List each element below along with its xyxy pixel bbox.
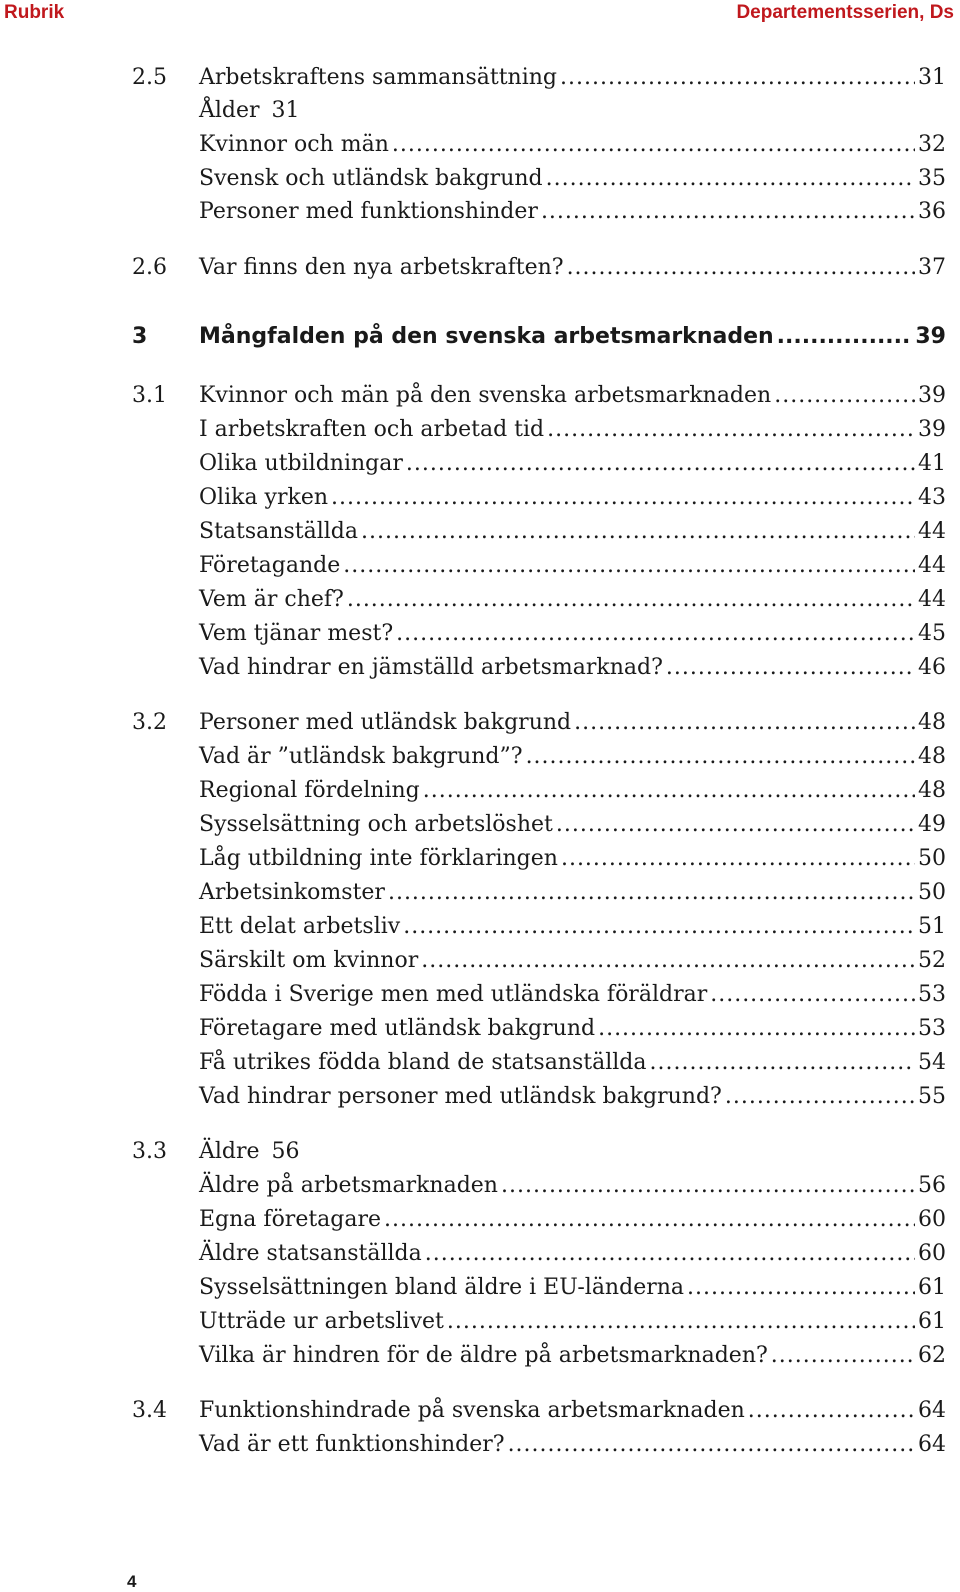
toc-entry[interactable] xyxy=(132,912,946,942)
toc-title: Vem tjänar mest? xyxy=(199,621,394,646)
toc-page: 44 xyxy=(918,519,946,544)
toc-title: Födda i Sverige men med utländska föräldrar xyxy=(199,982,708,1007)
dot-leader xyxy=(725,1082,915,1112)
toc-page: 61 xyxy=(918,1275,946,1300)
toc-title: I arbetskraften och arbetad tid xyxy=(199,417,545,442)
dot-leader xyxy=(361,517,915,547)
toc-entry[interactable] xyxy=(132,1205,946,1235)
toc-page: 39 xyxy=(918,383,946,408)
toc-page: 39 xyxy=(915,324,946,349)
toc-title: Personer med funktionshinder xyxy=(199,199,538,224)
toc-page: 49 xyxy=(918,812,946,837)
toc-page: 60 xyxy=(918,1207,946,1232)
toc-entry[interactable] xyxy=(132,449,946,479)
dot-leader xyxy=(687,1273,915,1303)
toc-entry[interactable] xyxy=(132,1048,946,1078)
toc-entry[interactable] xyxy=(132,197,946,227)
toc-page: 54 xyxy=(918,1050,946,1075)
toc-entry[interactable] xyxy=(132,551,946,581)
toc-number: 2.6 xyxy=(132,255,167,280)
dot-leader xyxy=(331,483,915,513)
toc-title: Funktionshindrade på svenska arbetsmarknaden xyxy=(199,1398,745,1423)
toc-page: 45 xyxy=(918,621,946,646)
toc-title: Vad hindrar en jämställd arbetsmarknad? xyxy=(199,655,663,680)
dot-leader xyxy=(501,1171,915,1201)
dot-leader xyxy=(508,1430,915,1460)
toc-title: Få utrikes födda bland de statsanställda xyxy=(199,1050,647,1075)
toc-entry[interactable] xyxy=(132,1396,946,1426)
toc-page: 64 xyxy=(918,1398,946,1423)
toc-entry[interactable] xyxy=(132,517,946,547)
toc-page: 31 xyxy=(918,65,946,90)
toc-entry[interactable] xyxy=(132,415,946,445)
toc-entry[interactable] xyxy=(132,1341,946,1371)
toc-entry[interactable] xyxy=(132,980,946,1010)
running-header-right: Departementsserien, Ds xyxy=(736,2,954,23)
toc-entry[interactable] xyxy=(132,946,946,976)
toc-title: Äldre på arbetsmarknaden xyxy=(199,1173,498,1198)
toc-entry[interactable] xyxy=(132,483,946,513)
dot-leader xyxy=(421,946,915,976)
toc-title: Företagande xyxy=(199,553,341,578)
toc-title: Personer med utländsk bakgrund xyxy=(199,710,572,735)
dot-leader xyxy=(526,742,915,772)
dot-leader xyxy=(343,551,915,581)
toc-page: 52 xyxy=(918,948,946,973)
toc-page: 41 xyxy=(918,451,946,476)
toc-number: 3.4 xyxy=(132,1398,167,1423)
toc-title: Företagare med utländsk bakgrund xyxy=(199,1016,596,1041)
dot-leader xyxy=(598,1014,915,1044)
toc-entry[interactable] xyxy=(132,708,946,738)
toc-title: Sysselsättningen bland äldre i EU-länderna xyxy=(199,1275,685,1300)
toc-title: Ålder xyxy=(199,98,260,123)
toc-title: Sysselsättning och arbetslöshet xyxy=(199,812,553,837)
toc-entry[interactable] xyxy=(132,776,946,806)
dot-leader xyxy=(556,810,915,840)
toc-number: 2.5 xyxy=(132,65,167,90)
toc-title: Vad är ett funktionshinder? xyxy=(199,1432,505,1457)
toc-page: 55 xyxy=(918,1084,946,1109)
dot-leader xyxy=(574,708,915,738)
toc-page: 61 xyxy=(918,1309,946,1334)
toc-page: 50 xyxy=(918,880,946,905)
dot-leader xyxy=(425,1239,915,1269)
toc-entry[interactable] xyxy=(132,742,946,772)
toc-page: 35 xyxy=(918,166,946,191)
dot-leader xyxy=(423,776,915,806)
toc-title: Äldre statsanställda xyxy=(199,1241,422,1266)
toc-number: 3 xyxy=(132,324,148,349)
toc-entry[interactable] xyxy=(132,1014,946,1044)
toc-title: Svensk och utländsk bakgrund xyxy=(199,166,543,191)
toc-title: Låg utbildning inte förklaringen xyxy=(199,846,558,871)
toc-page: 44 xyxy=(918,587,946,612)
toc-page: 53 xyxy=(918,1016,946,1041)
toc-page: 31 xyxy=(271,98,300,123)
dot-leader xyxy=(560,63,915,93)
dot-leader xyxy=(406,449,915,479)
dot-leader xyxy=(710,980,915,1010)
toc-entry[interactable] xyxy=(132,63,946,93)
toc-number: 3.1 xyxy=(132,383,167,408)
page-number: 4 xyxy=(127,1572,137,1591)
toc-page: 44 xyxy=(918,553,946,578)
toc-page: 46 xyxy=(918,655,946,680)
toc-title: Arbetsinkomster xyxy=(199,880,385,905)
dot-leader xyxy=(748,1396,915,1426)
running-header-left: Rubrik xyxy=(4,2,65,23)
toc-entry[interactable] xyxy=(132,810,946,840)
toc-entry[interactable] xyxy=(132,585,946,615)
toc-page: 39 xyxy=(918,417,946,442)
toc-page: 56 xyxy=(918,1173,946,1198)
toc-entry[interactable] xyxy=(132,1082,946,1112)
toc-title: Ett delat arbetsliv xyxy=(199,914,401,939)
toc-title: Kvinnor och män på den svenska arbetsmarknaden xyxy=(199,383,772,408)
dot-leader xyxy=(777,322,913,352)
toc-page: 56 xyxy=(271,1139,300,1164)
toc-page: 36 xyxy=(918,199,946,224)
toc-entry[interactable] xyxy=(132,1137,946,1167)
toc-page: 48 xyxy=(918,778,946,803)
toc-entry[interactable] xyxy=(132,96,946,126)
toc-entry[interactable] xyxy=(132,1307,946,1337)
toc-entry[interactable] xyxy=(132,1171,946,1201)
toc-entry[interactable] xyxy=(132,844,946,874)
toc-title: Statsanställda xyxy=(199,519,358,544)
toc-page: 48 xyxy=(918,710,946,735)
dot-leader xyxy=(384,1205,915,1235)
toc-title: Olika utbildningar xyxy=(199,451,403,476)
dot-leader xyxy=(666,653,915,683)
dot-leader xyxy=(388,878,915,908)
toc-entry[interactable] xyxy=(132,1273,946,1303)
toc-page: 64 xyxy=(918,1432,946,1457)
toc-title: Kvinnor och män xyxy=(199,132,389,157)
dot-leader xyxy=(650,1048,916,1078)
toc-title: Utträde ur arbetslivet xyxy=(199,1309,444,1334)
toc-title: Vad hindrar personer med utländsk bakgrund? xyxy=(199,1084,722,1109)
toc-entry[interactable] xyxy=(132,381,946,411)
toc-entry[interactable] xyxy=(132,164,946,194)
toc-page: 43 xyxy=(918,485,946,510)
toc-title: Vem är chef? xyxy=(199,587,344,612)
toc-title: Arbetskraftens sammansättning xyxy=(199,65,558,90)
toc-number: 3.2 xyxy=(132,710,167,735)
dot-leader xyxy=(567,253,915,283)
toc-page: 48 xyxy=(918,744,946,769)
dot-leader xyxy=(392,130,915,160)
dot-leader xyxy=(403,912,915,942)
dot-leader xyxy=(541,197,915,227)
toc-title: Mångfalden på den svenska arbetsmarknaden xyxy=(199,324,774,349)
toc-page: 62 xyxy=(918,1343,946,1368)
toc-number: 3.3 xyxy=(132,1139,167,1164)
toc-entry[interactable] xyxy=(132,619,946,649)
toc-title: Regional fördelning xyxy=(199,778,420,803)
toc-entry[interactable] xyxy=(132,878,946,908)
toc-page: 37 xyxy=(918,255,946,280)
toc-entry[interactable] xyxy=(132,1430,946,1460)
dot-leader xyxy=(561,844,915,874)
toc-title: Vad är ”utländsk bakgrund”? xyxy=(199,744,523,769)
toc-title: Egna företagare xyxy=(199,1207,382,1232)
toc-entry[interactable] xyxy=(132,130,946,160)
toc-title: Var finns den nya arbetskraften? xyxy=(199,255,564,280)
toc-page: 32 xyxy=(918,132,946,157)
toc-entry[interactable] xyxy=(132,1239,946,1269)
dot-leader xyxy=(396,619,915,649)
toc-title: Särskilt om kvinnor xyxy=(199,948,419,973)
toc-page: 51 xyxy=(918,914,946,939)
toc-page: 60 xyxy=(918,1241,946,1266)
toc-entry[interactable] xyxy=(132,253,946,283)
toc-title: Olika yrken xyxy=(199,485,329,510)
dot-leader xyxy=(547,415,915,445)
toc-chapter-entry[interactable] xyxy=(132,322,946,352)
dot-leader xyxy=(447,1307,915,1337)
toc-title: Äldre xyxy=(199,1139,260,1164)
dot-leader xyxy=(774,381,915,411)
dot-leader xyxy=(347,585,915,615)
toc-page: 53 xyxy=(918,982,946,1007)
dot-leader xyxy=(546,164,915,194)
toc-entry[interactable] xyxy=(132,653,946,683)
toc-page: 50 xyxy=(918,846,946,871)
dot-leader xyxy=(771,1341,915,1371)
toc-title: Vilka är hindren för de äldre på arbetsmarknaden? xyxy=(199,1343,768,1368)
